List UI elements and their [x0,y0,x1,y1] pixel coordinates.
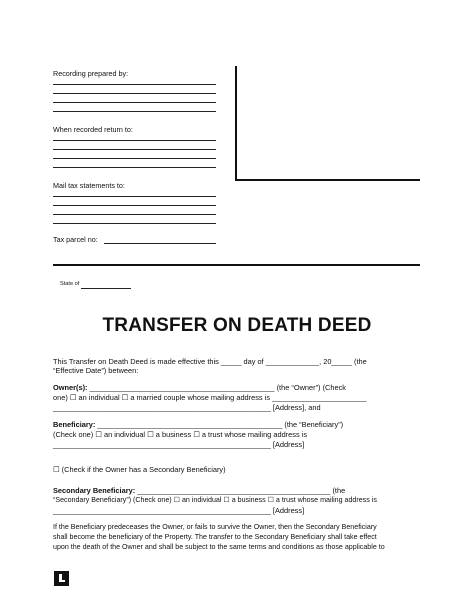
secondary-beneficiary-label: Secondary Beneficiary: [53,486,136,495]
return-to-line-1[interactable] [53,140,216,141]
beneficiary-line-3[interactable]: _____________________________________________________ [Address] [53,440,305,449]
secondary-beneficiary-checkbox[interactable]: ☐ (Check if the Owner has a Secondary Beneficiary) [53,465,226,474]
header-vertical-divider [235,66,237,180]
brand-logo-icon [54,571,69,586]
mail-tax-line-1[interactable] [53,196,216,197]
prepared-by-line-1[interactable] [53,84,216,85]
owners-line-1 [53,383,346,393]
mail-tax-statements-label: Mail tax statements to: [53,181,125,190]
owners-name-field[interactable]: _____________________________________________ (the “Owner”) (Check [89,383,346,392]
prepared-by-line-3[interactable] [53,102,216,103]
closing-line-3: upon the death of the Owner and shall be subject to the same terms and conditions as those applicable to [53,543,385,551]
beneficiary-line-1 [53,420,343,430]
mail-tax-line-3[interactable] [53,214,216,215]
beneficiary-label: Beneficiary: [53,420,96,429]
owners-line-3[interactable]: _____________________________________________________ [Address], and [53,403,321,412]
header-right-rule [235,179,420,181]
header-bottom-rule [53,264,420,266]
return-to-line-2[interactable] [53,149,216,150]
tax-parcel-line[interactable] [104,243,216,244]
closing-line-2: shall become the beneficiary of the Property. The transfer to the Secondary Beneficiary shall take effect [53,533,377,541]
tax-parcel-label: Tax parcel no: [53,235,98,244]
mail-tax-line-4[interactable] [53,223,216,224]
closing-line-1: If the Beneficiary predeceases the Owner, or fails to survive the Owner, then the Secondary Beneficiary [53,523,377,531]
return-to-line-4[interactable] [53,167,216,168]
prepared-by-line-2[interactable] [53,93,216,94]
secondary-line-1 [53,486,345,496]
recording-prepared-by-label: Recording prepared by: [53,69,129,78]
secondary-line-3[interactable]: _____________________________________________________ [Address] [53,506,305,515]
state-of-label: State of [60,281,80,287]
when-recorded-return-to-label: When recorded return to: [53,125,133,134]
mail-tax-line-2[interactable] [53,205,216,206]
intro-line-2: “Effective Date”) between: [53,366,139,375]
document-title: TRANSFER ON DEATH DEED [102,315,372,336]
return-to-line-3[interactable] [53,158,216,159]
owners-label: Owner(s): [53,383,88,392]
intro-line-1: This Transfer on Death Deed is made effective this _____ day of _____________, 20_____ (the [53,357,367,366]
secondary-line-2[interactable]: “Secondary Beneficiary”) (Check one) ☐ an individual ☐ a business ☐ a trust whose mailing address is [53,496,377,504]
prepared-by-line-4[interactable] [53,111,216,112]
state-of-line[interactable] [81,288,131,289]
owners-line-2[interactable]: one) ☐ an individual ☐ a married couple whose mailing address is _______________________ [53,393,367,402]
beneficiary-line-2[interactable]: (Check one) ☐ an individual ☐ a business ☐ a trust whose mailing address is [53,430,308,439]
secondary-name-field[interactable]: _______________________________________________ (the [137,486,346,495]
beneficiary-name-field[interactable]: _____________________________________________ (the “Beneficiary”) [97,420,344,429]
